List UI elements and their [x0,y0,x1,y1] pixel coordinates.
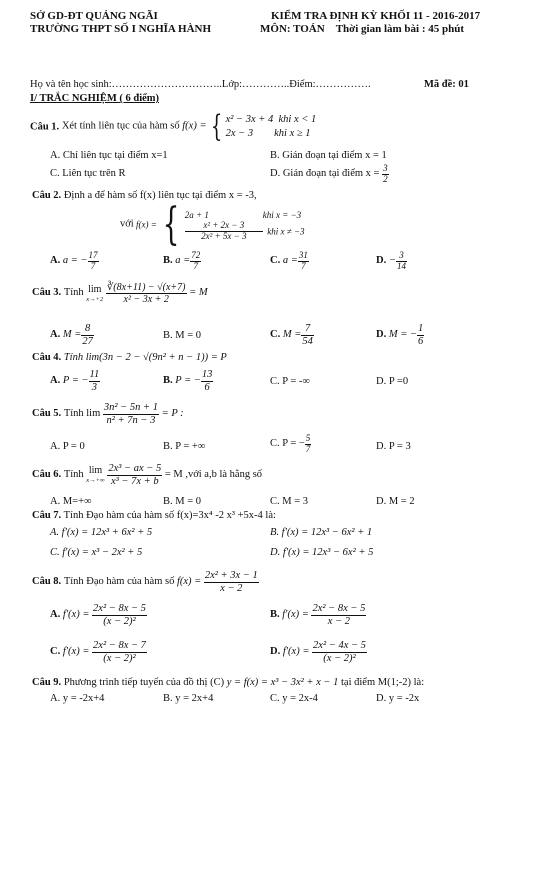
fraction-denominator: x² − 3x + 2 [123,294,169,305]
question-7-text: Tính Đạo hàm của hàm số f(x)=3x⁴ -2 x³ +5x-4 là: [63,510,276,521]
q1-option-d-text: D. Gián đoạn tại điểm x = [270,168,380,180]
option-expression: a = [282,255,298,267]
question-4-label: Câu 4. [32,352,62,363]
option-letter: B. [163,374,173,386]
fraction-numerator: 7 [301,323,314,336]
q1-option-d[interactable] [270,164,389,185]
question-9-label: Câu 9. [32,677,62,688]
option-letter: B. [270,608,280,620]
q5-option-d[interactable]: D. P = 3 [376,441,411,452]
question-9-tail: tại điểm M(1;-2) là: [341,677,425,688]
limit-subscript: x→+∞ [86,477,105,485]
fraction-numerator: 31 [298,250,308,260]
q8-option-a[interactable] [50,603,147,627]
fraction-denominator: 7 [90,260,96,271]
fraction-numerator: 72 [191,250,201,260]
fraction-denominator: x − 2 [220,582,243,594]
q8-fx: f(x) = [176,575,202,587]
q6-fraction [107,463,162,487]
option-expression: f′(x) = [62,608,90,620]
q5-option-a[interactable]: A. P = 0 [50,441,85,452]
question-4-text: Tính lim(3n − 2 − √(9n² + n − 1)) = P [63,352,227,363]
q3-option-a[interactable] [50,323,94,347]
fraction-denominator: (x − 2)² [103,652,136,664]
fraction-numerator: 3 [383,163,388,173]
question-1 [30,109,317,144]
option-expression: M = − [388,328,418,340]
option-expression: f′(x) = [282,608,309,620]
fraction-denominator: 3 [91,381,97,393]
fraction-denominator: 7 [301,260,306,271]
limit-symbol: lim [88,465,103,477]
question-1-piecewise [226,113,317,141]
option-fraction [88,251,99,272]
fraction-denominator: 2x² + 5x − 3 [201,230,247,241]
q4-option-d[interactable]: D. P =0 [376,376,409,387]
q3-option-d[interactable] [376,323,424,347]
question-9 [32,677,424,690]
q9-option-a[interactable]: A. y = -2x+4 [50,693,105,704]
q9-option-c[interactable]: C. y = 2x-4 [270,693,318,704]
question-8-text: Tính Đạo hàm của hàm số [63,575,175,587]
option-fraction [298,251,309,272]
fraction-denominator: 27 [82,335,93,347]
fraction-denominator: x − 2 [327,615,351,627]
question-5 [32,402,184,426]
option-fraction [311,603,366,627]
q2-piece2-cond: khi x ≠ −3 [267,225,305,236]
question-2-text: Định a để hàm số f(x) liên tục tại điểm x = -3, [63,190,257,201]
fraction-numerator: x² + 2x − 3 [185,221,263,232]
q5-fraction [103,402,159,426]
question-3 [32,282,208,305]
exam-code: Mã đề: 01 [424,79,469,90]
q2-fx: f(x) = [135,219,157,230]
fraction-numerator: 11 [89,369,100,380]
header-subject-name: MÔN: TOÁN [260,23,325,35]
q1-piece2-cond: khi x ≥ 1 [274,128,311,139]
question-9-text: Phương trình tiếp tuyến của đồ thị (C) [63,677,225,688]
option-fraction [81,323,94,347]
header-exam-title: KIỂM TRA ĐỊNH KỲ KHỐI 11 - 2016-2017 [271,10,481,22]
option-letter: C. [270,328,281,340]
question-8 [32,570,259,594]
q7-option-d[interactable]: D. f′(x) = 12x³ − 6x² + 5 [270,547,374,558]
q1-option-a[interactable]: A. Chỉ liên tục tại điểm x=1 [50,150,168,161]
fraction-numerator: 2x² + 3x − 1 [204,570,258,581]
option-expression: C. P = − [270,438,305,450]
question-8-label: Câu 8. [32,575,62,587]
option-letter: D. [376,255,387,267]
option-fraction [92,603,147,627]
q2-option-b[interactable] [163,251,201,272]
q8-option-d[interactable] [270,640,367,664]
option-expression: M = [282,328,302,340]
q4-option-c[interactable]: C. P = -∞ [270,376,310,387]
question-1-fx: f(x) = [182,120,207,132]
question-6 [32,463,262,487]
question-3-text: Tính [63,287,84,299]
fraction-numerator: 2x² − 8x − 5 [312,603,366,614]
limit-subscript: x→+2 [86,295,104,303]
fraction-denominator: 2 [383,173,388,184]
question-5-text: Tính lim [63,407,101,419]
q3-limit [86,284,103,304]
q1-piece1-cond: khi x < 1 [278,113,317,125]
question-1-text: Xét tính liên tục của hàm số [61,120,180,132]
option-letter: A. [50,608,61,620]
fraction-numerator: 2x² − 8x − 5 [93,603,146,614]
q5-option-b[interactable]: B. P = +∞ [163,441,206,452]
q3-equals: = M [189,287,208,299]
q1-piece2-expr: 2x − 3 [225,128,254,139]
q7-option-b[interactable]: B. f′(x) = 12x³ − 6x² + 1 [270,527,373,538]
option-letter: D. [376,328,387,340]
q2-piecewise [185,209,305,242]
q3-fraction [106,282,187,305]
question-1-label: Câu 1. [30,121,60,133]
q2-piece2-fraction [185,221,263,242]
fraction-numerator: 3 [396,251,407,262]
option-fraction [301,323,314,347]
fraction-numerator: 1 [418,323,424,334]
question-2 [32,190,257,203]
fraction-denominator: 6 [204,381,210,393]
option-letter: D. [270,645,281,657]
limit-symbol: lim [88,283,102,295]
question-6-text: Tính [63,468,84,480]
option-letter: A. [50,374,61,386]
q2-piece1-cond: khi x = −3 [262,209,302,220]
option-expression: P = − [175,374,201,386]
question-9-expression: y = f(x) = x³ − 3x² + x − 1 [226,677,339,688]
option-letter: A. [50,255,61,267]
question-2-label: Câu 2. [32,190,62,201]
q6-equals: = M ,với a,b là hằng số [164,468,263,480]
header-time: Thời gian làm bài : 45 phút [335,23,465,35]
q1-piece1-expr: x² − 3x + 4 [225,113,274,125]
fraction-denominator: 7 [305,443,311,454]
q4-option-a[interactable] [50,369,100,393]
q1-option-c[interactable]: C. Liên tục trên R [50,168,126,179]
q2-option-a[interactable] [50,251,99,272]
q8-option-c[interactable] [50,640,147,664]
q6-option-c[interactable]: C. M = 3 [270,496,309,507]
option-expression: a = − [62,255,88,267]
student-info-line: Họ và tên học sinh:…………………………..Lớp:…………..Điểm:……………. [30,79,371,90]
option-fraction [92,640,147,664]
question-7 [32,510,276,523]
q5-option-c[interactable] [270,434,311,455]
option-fraction [312,640,367,664]
q2-piece1-expr: 2a + 1 [184,209,209,220]
q4-option-b[interactable] [163,369,213,393]
question-6-label: Câu 6. [32,468,62,480]
question-7-label: Câu 7. [32,510,62,521]
fraction-denominator: x³ − 7x + b [110,475,159,487]
q1-option-b[interactable]: B. Gián đoạn tại điểm x = 1 [270,150,387,161]
fraction-numerator: 2x² − 4x − 5 [313,640,366,651]
q3-option-c[interactable] [270,323,314,347]
piecewise-brace: { [162,199,180,250]
option-letter: A. [50,328,61,340]
option-fraction [305,434,312,455]
header-subject [260,23,464,36]
q2-option-c[interactable] [270,251,309,272]
q8-option-b[interactable] [270,603,366,627]
fraction-numerator: 3n² − 5n + 1 [103,402,158,413]
header-school: TRƯỜNG THPT SỐ I NGHĨA HÀNH [30,23,212,35]
option-letter: B. [163,255,173,267]
option-expression: P = − [62,374,89,386]
question-4 [32,352,227,365]
fraction-denominator: (x − 2)² [323,652,356,664]
option-fraction [89,369,101,393]
header-department: SỞ GD-ĐT QUẢNG NGÃI [30,10,158,22]
option-fraction [417,323,424,347]
fraction-numerator: 2x³ − ax − 5 [108,463,162,474]
fraction-numerator: 8 [81,323,94,336]
q1-option-d-fraction [382,164,389,185]
fraction-numerator: 2x² − 8x − 7 [93,640,146,651]
q7-option-a[interactable]: A. f′(x) = 12x³ + 6x² + 5 [50,527,153,538]
fraction-numerator: 13 [201,369,213,380]
fraction-denominator: (x − 2)² [103,615,136,627]
fraction-numerator: ∛(8x+11) − √(x+7) [106,282,186,293]
option-expression: f′(x) = [282,645,310,657]
q6-option-a[interactable]: A. M=+∞ [50,496,92,507]
fraction-denominator: 6 [418,335,424,347]
fraction-denominator: 7 [193,260,198,271]
option-expression: − [388,255,396,267]
q5-equals: = P : [161,407,184,419]
q2-function-definition [120,199,305,250]
q9-option-d[interactable]: D. y = -2x [376,693,420,704]
q6-option-d[interactable]: D. M = 2 [376,496,415,507]
fraction-numerator: 17 [88,250,98,260]
option-letter: C. [270,255,281,267]
q9-option-b[interactable]: B. y = 2x+4 [163,693,214,704]
option-fraction [396,251,407,272]
q2-with-label: với [120,218,134,230]
q8-fraction [204,570,259,594]
fraction-denominator: n² + 7n − 3 [106,414,156,426]
q6-option-b[interactable]: B. M = 0 [163,496,202,507]
option-letter: C. [50,645,61,657]
option-fraction [201,369,214,393]
option-fraction [190,251,201,272]
question-5-label: Câu 5. [32,407,62,419]
q2-option-d[interactable] [376,251,407,272]
fraction-denominator: 54 [302,335,313,347]
fraction-numerator: 5 [305,433,311,443]
q6-limit [86,465,104,485]
q3-option-b[interactable]: B. M = 0 [163,330,202,341]
question-3-label: Câu 3. [32,287,62,299]
fraction-denominator: 14 [396,260,406,271]
piecewise-brace: { [210,109,222,144]
section-title: I/ TRẮC NGHIỆM ( 6 điểm) [30,93,160,104]
option-expression: M = [62,328,82,340]
option-expression: a = [175,255,191,267]
option-expression: f′(x) = [62,645,90,657]
q7-option-c[interactable]: C. f′(x) = x³ − 2x² + 5 [50,547,143,558]
